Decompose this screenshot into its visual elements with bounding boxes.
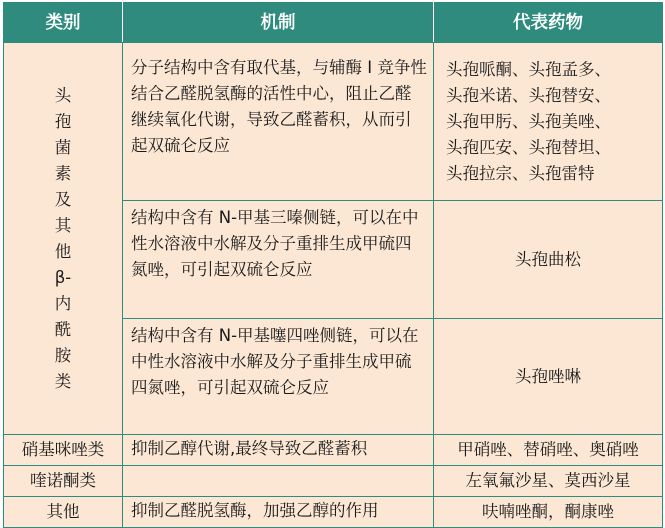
category-char: 酰	[54, 319, 72, 339]
drugs-cell: 头孢曲松	[434, 201, 663, 319]
category-char: 其	[54, 215, 72, 235]
table-row	[4, 466, 663, 497]
mechanism-cell: 抑制乙醇代谢,最终导致乙醛蓄积	[123, 435, 434, 466]
drugs-cell: 甲硝唑、替硝唑、奥硝唑	[434, 435, 663, 466]
category-cephalosporin	[4, 43, 123, 435]
mechanism-cell: 结构中含有 N-甲基噻四唑侧链，可以在中性水溶液中水解及分子重排生成甲硫四氮唑，可引起双硫仑反应	[123, 319, 434, 435]
drug-line: 头孢拉宗、头孢雷特	[446, 163, 595, 183]
category-char: 内	[54, 293, 72, 313]
header-mechanism: 机制	[123, 3, 434, 43]
table-row	[4, 435, 663, 466]
table-row	[4, 497, 663, 528]
category-cell: 喹诺酮类	[4, 466, 123, 497]
category-char: 孢	[54, 111, 72, 131]
drugs-cell: 左氧氟沙星、莫西沙星	[434, 466, 663, 497]
category-cell: 其他	[4, 497, 123, 528]
drug-line: 头孢米诺、头孢替安、	[446, 85, 611, 105]
category-char: 类	[54, 371, 72, 391]
mechanism-cell: 抑制乙醛脱氢酶，加强乙醇的作用	[123, 497, 434, 528]
header-drugs: 代表药物	[434, 3, 663, 43]
category-char: 胺	[54, 345, 72, 365]
drugs-cell: 呋喃唑酮，酮康唑	[434, 497, 663, 528]
drug-line: 头孢匹安、头孢替坦、	[446, 137, 611, 157]
category-char: 菌	[54, 137, 72, 157]
category-char: 素	[54, 163, 72, 183]
category-char: 及	[54, 189, 72, 209]
drugs-cell	[434, 43, 663, 201]
mechanism-cell	[123, 466, 434, 497]
mechanism-table	[3, 2, 663, 528]
category-char: β-	[54, 267, 72, 287]
category-char: 他	[54, 241, 72, 261]
drug-line: 头孢哌酮、头孢孟多、	[446, 59, 611, 79]
mechanism-cell: 结构中含有 N-甲基三嗪侧链，可以在中性水溶液中水解及分子重排生成甲硫四氮唑，可引起双硫仑反应	[123, 201, 434, 319]
mechanism-cell: 分子结构中含有取代基，与辅酶 I 竞争性结合乙醛脱氢酶的活性中心，阻止乙醛继续氧化代谢，导致乙醛蓄积，从而引起双硫仑反应	[123, 43, 434, 201]
table-row	[4, 43, 663, 201]
drugs-cell: 头孢唑啉	[434, 319, 663, 435]
header-category: 类别	[4, 3, 123, 43]
category-char: 头	[54, 85, 72, 105]
header-row	[4, 3, 663, 43]
drug-line: 头孢甲肟、头孢美唑、	[446, 111, 611, 131]
category-cell: 硝基咪唑类	[4, 435, 123, 466]
